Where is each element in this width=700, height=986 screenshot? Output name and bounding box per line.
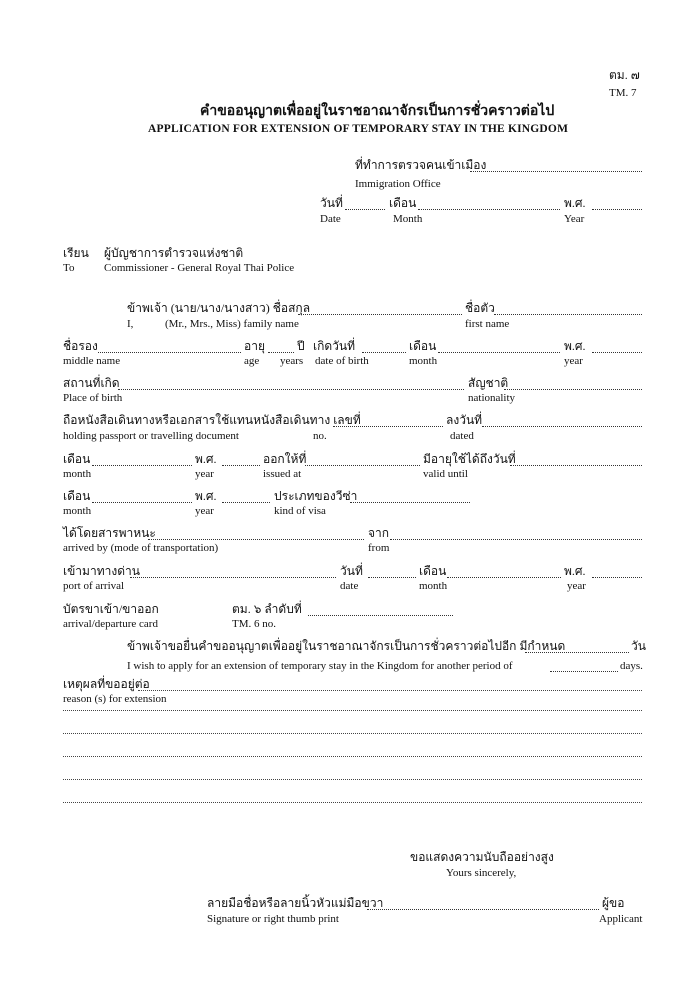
valid-until-field[interactable] — [510, 465, 642, 466]
passport-label-thai: ถือหนังสือเดินทางหรือเอกสารใช้แทนหนังสือเดินทาง เลขที่ — [63, 413, 361, 427]
dob-month-label-english: month — [409, 355, 438, 367]
form-code-english: TM. 7 — [609, 87, 637, 99]
reason-line-4[interactable] — [63, 756, 642, 757]
closing-thai: ขอแสดงความนับถืออย่างสูง — [410, 850, 554, 864]
first-name-label-thai: ชื่อตัว — [465, 301, 495, 315]
date-day-english: Date — [320, 213, 341, 225]
title-thai: คำขออนุญาตเพื่ออยู่ในราชอาณาจักรเป็นการชั่วคราวต่อไป — [200, 104, 555, 119]
tm6-label-thai: ตม. ๖ ลำดับที่ — [232, 602, 302, 616]
nationality-label-thai: สัญชาติ — [468, 376, 509, 390]
age-field[interactable] — [268, 352, 294, 353]
years-label-english: years — [280, 355, 304, 367]
port-label-english: port of arrival — [63, 580, 125, 592]
from-label-english: from — [368, 542, 390, 554]
birthplace-label-thai: สถานที่เกิด — [63, 376, 120, 390]
port-field[interactable] — [130, 577, 336, 578]
middle-name-field[interactable] — [98, 352, 241, 353]
tm6-number-field[interactable] — [308, 615, 453, 616]
from-label-thai: จาก — [368, 526, 390, 540]
issue-month-label-thai: เดือน — [63, 452, 91, 466]
arrival-day-field[interactable] — [368, 577, 416, 578]
visa-kind-label-thai: ประเภทของวีซ่า — [274, 489, 358, 503]
middle-name-label-thai: ชื่อรอง — [63, 339, 98, 353]
first-name-label-english: first name — [465, 318, 510, 330]
arrival-month-label-english: month — [419, 580, 448, 592]
valid-year-label-english: year — [195, 505, 214, 517]
dob-year-field[interactable] — [592, 352, 642, 353]
nationality-label-english: nationality — [468, 392, 516, 404]
passport-label-english: holding passport or travelling document — [63, 430, 239, 442]
nationality-field[interactable] — [504, 389, 642, 390]
arrived-by-field[interactable] — [148, 539, 364, 540]
valid-until-label-english: valid until — [423, 468, 468, 480]
date-month-field[interactable] — [418, 209, 560, 210]
applicant-label-thai: ผู้ขอ — [602, 896, 625, 910]
signature-field[interactable] — [367, 909, 599, 910]
tm6-label-english: TM. 6 no. — [232, 618, 276, 630]
issue-month-field[interactable] — [92, 465, 192, 466]
visa-kind-label-english: kind of visa — [274, 505, 326, 517]
issued-at-label-thai: ออกให้ที่ — [263, 452, 307, 466]
card-label-thai: บัตรขาเข้า/ขาออก — [63, 602, 159, 616]
period-label-english: I wish to apply for an extension of temporary stay in the Kingdom for another period of — [127, 660, 513, 672]
age-label-thai: อายุ — [244, 339, 265, 353]
date-year-field[interactable] — [592, 209, 642, 210]
office-label-english: Immigration Office — [355, 178, 441, 190]
passport-number-field[interactable] — [333, 426, 443, 427]
valid-month-label-thai: เดือน — [63, 489, 91, 503]
arrival-date-label-english: date — [340, 580, 359, 592]
reason-label-thai: เหตุผลที่ขออยู่ต่อ — [63, 677, 150, 691]
dob-year-label-english: year — [564, 355, 583, 367]
issued-at-field[interactable] — [305, 465, 420, 466]
family-name-label-thai: ข้าพเจ้า (นาย/นาง/นางสาว) ชื่อสกุล — [127, 301, 311, 315]
passport-no-label-english: no. — [313, 430, 327, 442]
date-month-english: Month — [393, 213, 423, 225]
from-field[interactable] — [390, 539, 642, 540]
valid-month-label-english: month — [63, 505, 92, 517]
issue-year-field[interactable] — [222, 465, 260, 466]
port-label-thai: เข้ามาทางด่าน — [63, 564, 140, 578]
i-label-english: I, — [127, 318, 134, 330]
dob-month-field[interactable] — [438, 352, 560, 353]
date-month-thai: เดือน — [389, 196, 417, 210]
family-name-field[interactable] — [298, 314, 462, 315]
issue-year-label-english: year — [195, 468, 214, 480]
applicant-label-english: Applicant — [599, 913, 643, 925]
middle-name-label-english: middle name — [63, 355, 121, 367]
period-days-field-thai[interactable] — [525, 652, 629, 653]
closing-english: Yours sincerely, — [446, 867, 517, 879]
dob-year-label-thai: พ.ศ. — [564, 339, 586, 353]
card-label-english: arrival/departure card — [63, 618, 158, 630]
reason-line-5[interactable] — [63, 779, 642, 780]
valid-until-label-thai: มีอายุใช้ได้ถึงวันที่ — [423, 452, 516, 466]
years-label-thai: ปี — [297, 339, 305, 353]
issue-month-label-english: month — [63, 468, 92, 480]
dated-label-thai: ลงวันที่ — [446, 413, 483, 427]
date-year-thai: พ.ศ. — [564, 196, 586, 210]
dob-month-label-thai: เดือน — [409, 339, 437, 353]
date-year-english: Year — [564, 213, 585, 225]
reason-line-1[interactable] — [138, 690, 642, 691]
birthplace-field[interactable] — [118, 389, 464, 390]
office-label-thai: ที่ทำการตรวจคนเข้าเมือง — [355, 158, 487, 172]
arrival-year-field[interactable] — [592, 577, 642, 578]
birthplace-label-english: Place of birth — [63, 392, 123, 404]
valid-year-field[interactable] — [222, 502, 270, 503]
reason-line-2[interactable] — [63, 710, 642, 711]
arrival-date-label-thai: วันที่ — [340, 564, 363, 578]
period-label-thai: ข้าพเจ้าขอยื่นคำขออนุญาตเพื่ออยู่ในราชอาณาจักรเป็นการชั่วคราวต่อไปอีก มีกำหนด — [127, 639, 566, 653]
first-name-field[interactable] — [494, 314, 642, 315]
title-english: APPLICATION FOR EXTENSION OF TEMPORARY STAY IN THE KINGDOM — [148, 123, 569, 135]
date-day-field[interactable] — [345, 209, 385, 210]
period-days-field[interactable] — [550, 671, 618, 672]
arrival-year-label-thai: พ.ศ. — [564, 564, 586, 578]
valid-year-label-thai: พ.ศ. — [195, 489, 217, 503]
visa-kind-field[interactable] — [350, 502, 470, 503]
reason-line-3[interactable] — [63, 733, 642, 734]
signature-label-english: Signature or right thumb print — [207, 913, 339, 925]
arrival-month-label-thai: เดือน — [419, 564, 447, 578]
period-unit-english: days. — [620, 660, 643, 672]
addressee-thai: ผู้บัญชาการตำรวจแห่งชาติ — [104, 246, 244, 260]
date-day-thai: วันที่ — [320, 196, 343, 210]
signature-label-thai: ลายมือชื่อหรือลายนิ้วหัวแม่มือขวา — [207, 896, 384, 910]
office-field[interactable] — [470, 171, 642, 172]
issued-at-label-english: issued at — [263, 468, 302, 480]
valid-month-field[interactable] — [92, 502, 192, 503]
arrival-year-label-english: year — [567, 580, 586, 592]
arrived-by-label-english: arrived by (mode of transportation) — [63, 542, 219, 554]
dated-field[interactable] — [482, 426, 642, 427]
dob-label-english: date of birth — [315, 355, 369, 367]
arrived-by-label-thai: ได้โดยสารพาหนะ — [63, 526, 156, 540]
addressee-english: Commissioner - General Royal Thai Police — [104, 262, 295, 274]
dated-label-english: dated — [450, 430, 474, 442]
reason-label-english: reason (s) for extension — [63, 693, 167, 705]
reason-line-6[interactable] — [63, 802, 642, 803]
to-label-thai: เรียน — [63, 246, 89, 260]
arrival-month-field[interactable] — [447, 577, 561, 578]
period-unit-thai: วัน — [631, 639, 646, 653]
to-label-english: To — [63, 262, 75, 274]
issue-year-label-thai: พ.ศ. — [195, 452, 217, 466]
age-label-english: age — [244, 355, 260, 367]
dob-label-thai: เกิดวันที่ — [313, 339, 356, 353]
family-name-label-english: (Mr., Mrs., Miss) family name — [165, 318, 299, 330]
form-code-thai: ตม. ๗ — [609, 68, 640, 82]
dob-day-field[interactable] — [362, 352, 406, 353]
